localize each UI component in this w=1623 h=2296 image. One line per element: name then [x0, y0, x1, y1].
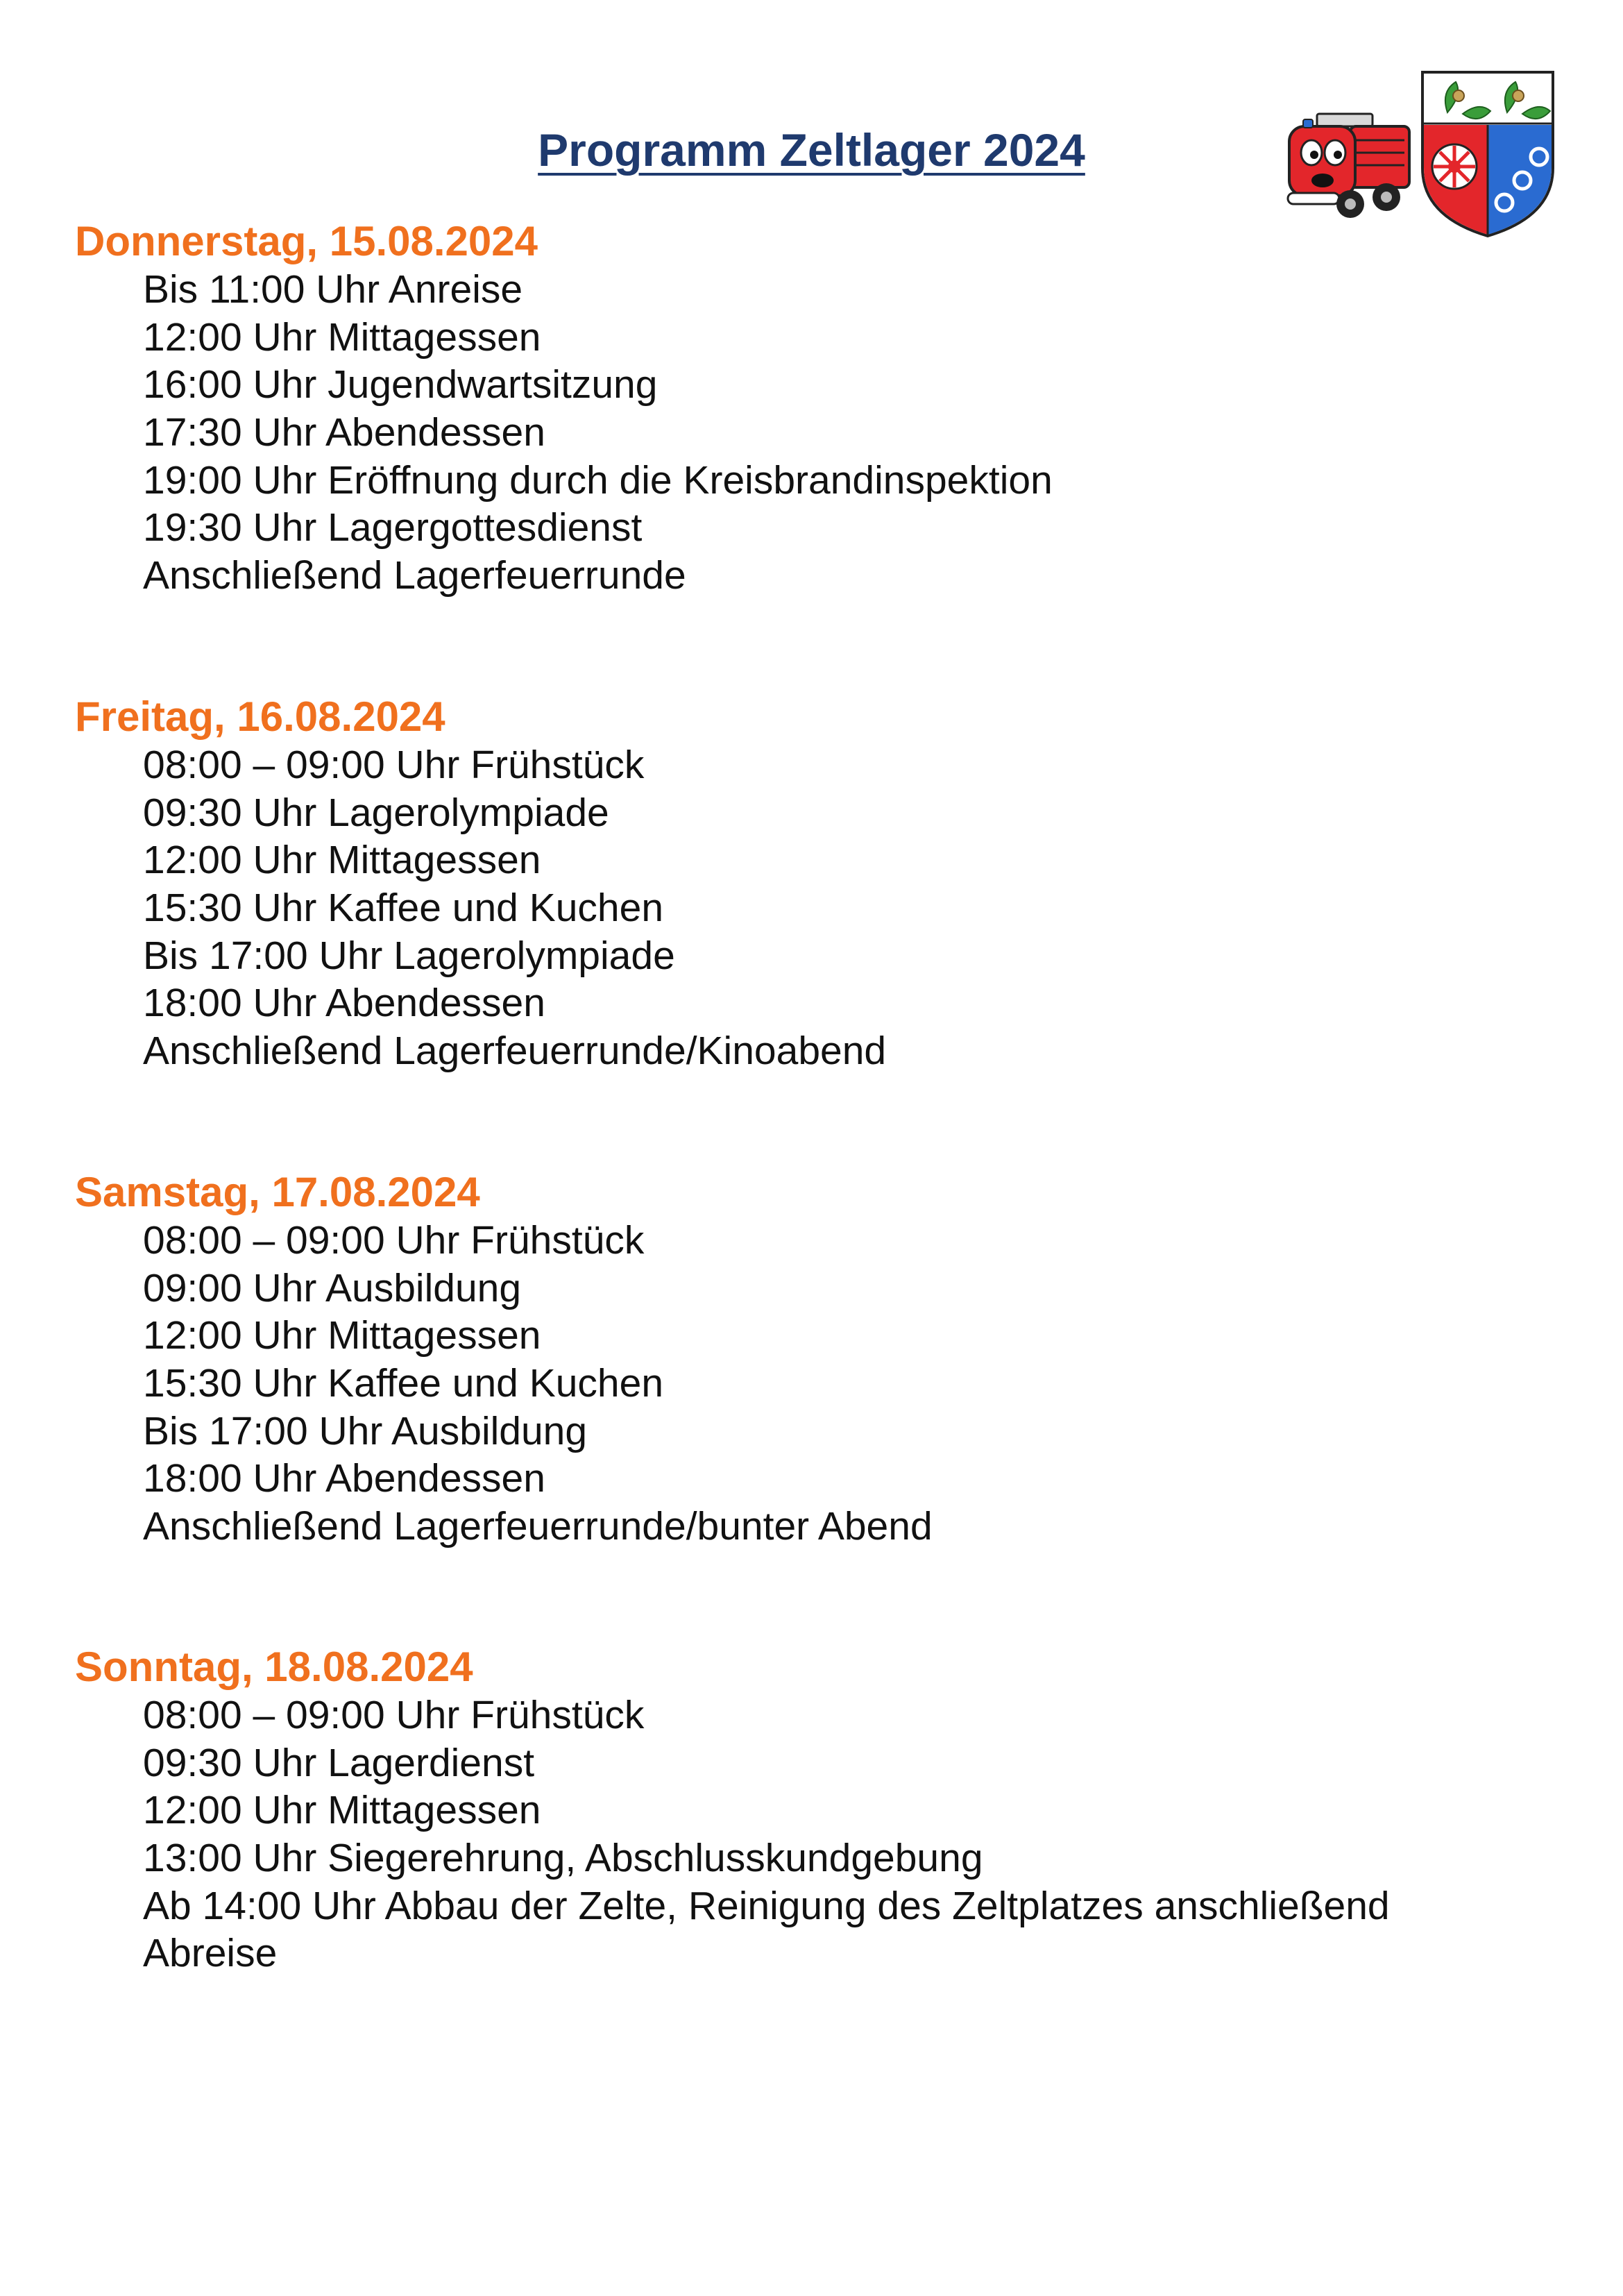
schedule-item: Anschließend Lagerfeuerrunde/bunter Abend	[143, 1504, 933, 1549]
schedule-list	[143, 1217, 933, 1551]
schedule-item: 15:30 Uhr Kaffee und Kuchen	[143, 886, 664, 931]
schedule-item: 19:30 Uhr Lagergottesdienst	[143, 505, 643, 550]
day-heading: Freitag, 16.08.2024	[75, 693, 445, 740]
schedule-item: 12:00 Uhr Mittagessen	[143, 838, 541, 883]
schedule-item: 12:00 Uhr Mittagessen	[143, 1788, 541, 1833]
fire-truck-mascot-icon	[1288, 114, 1409, 218]
day-section-sunday	[75, 1643, 1390, 1977]
coat-of-arms-icon	[1422, 72, 1553, 236]
schedule-item: 08:00 – 09:00 Uhr Frühstück	[143, 743, 645, 787]
schedule-item: 12:00 Uhr Mittagessen	[143, 314, 541, 360]
schedule-item: 12:00 Uhr Mittagessen	[143, 1313, 541, 1358]
schedule-item: Bis 17:00 Uhr Ausbildung	[143, 1408, 588, 1453]
schedule-item: 09:30 Uhr Lagerdienst	[143, 1740, 535, 1785]
day-section-friday	[75, 693, 886, 1075]
day-heading: Sonntag, 18.08.2024	[75, 1644, 473, 1690]
schedule-item: 09:00 Uhr Ausbildung	[143, 1265, 522, 1310]
day-heading: Donnerstag, 15.08.2024	[75, 218, 538, 264]
schedule-item: 17:30 Uhr Abendessen	[143, 410, 545, 455]
schedule-item: 16:00 Uhr Jugendwartsitzung	[143, 362, 658, 407]
schedule-item: 09:30 Uhr Lagerolympiade	[143, 790, 609, 835]
schedule-list	[143, 741, 886, 1075]
schedule-item: 08:00 – 09:00 Uhr Frühstück	[143, 1218, 645, 1263]
day-section-saturday	[75, 1168, 933, 1551]
schedule-item: Bis 17:00 Uhr Lagerolympiade	[143, 933, 675, 978]
schedule-item: 13:00 Uhr Siegerehrung, Abschlusskundgebung	[143, 1836, 983, 1881]
schedule-list	[143, 266, 1053, 600]
schedule-item: 18:00 Uhr Abendessen	[143, 981, 545, 1026]
schedule-item: 18:00 Uhr Abendessen	[143, 1456, 545, 1501]
schedule-item: Anschließend Lagerfeuerrunde	[143, 553, 686, 598]
schedule-item: 08:00 – 09:00 Uhr Frühstück	[143, 1693, 645, 1737]
schedule-item: 15:30 Uhr Kaffee und Kuchen	[143, 1361, 664, 1406]
schedule-list	[143, 1691, 1390, 1977]
schedule-item: Ab 14:00 Uhr Abbau der Zelte, Reinigung des Zeltplatzes anschließend	[143, 1883, 1390, 1928]
page-title: Programm Zeltlager 2024	[538, 124, 1085, 176]
logo	[1268, 64, 1560, 244]
schedule-item: Bis 11:00 Uhr Anreise	[143, 267, 523, 312]
schedule-item: Anschließend Lagerfeuerrunde/Kinoabend	[143, 1029, 887, 1074]
schedule-item: Abreise	[143, 1931, 278, 1976]
day-heading: Samstag, 17.08.2024	[75, 1169, 480, 1215]
schedule-item: 19:00 Uhr Eröffnung durch die Kreisbrandinspektion	[143, 457, 1053, 503]
day-section-thursday	[75, 217, 1053, 600]
